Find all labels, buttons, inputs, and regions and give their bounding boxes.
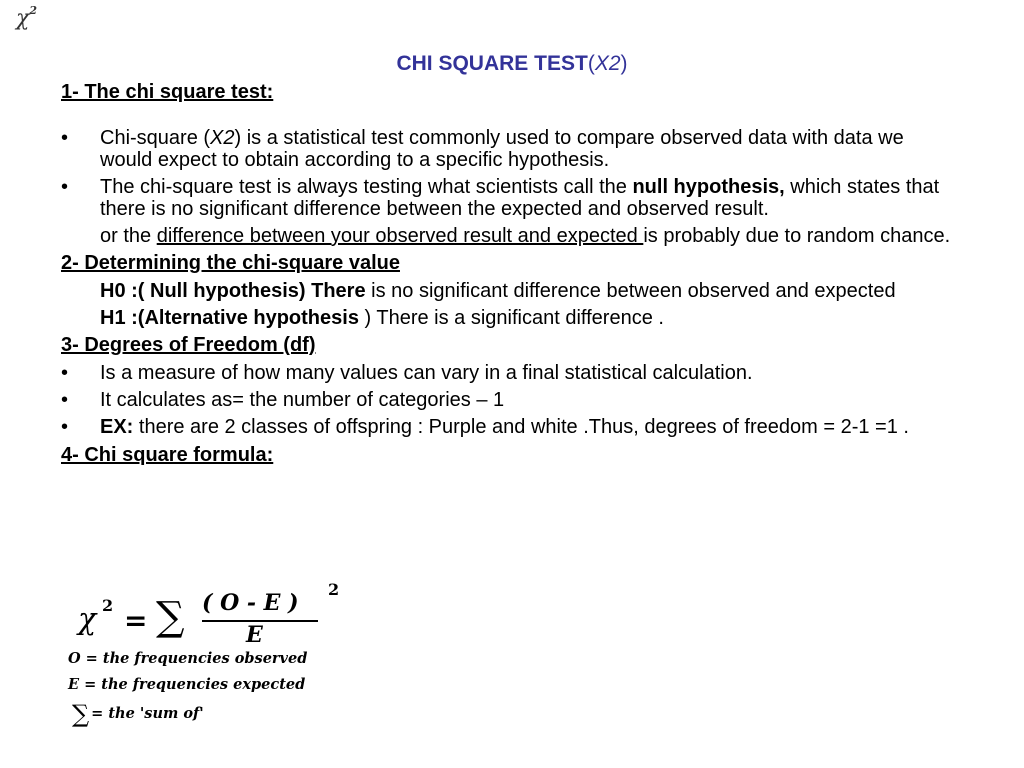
- section1-heading: 1- The chi square test:: [61, 81, 274, 103]
- legend-sum: ∑ = the 'sum of': [72, 700, 204, 728]
- equals-sign: =: [124, 604, 148, 637]
- section2-heading: 2- Determining the chi-square value: [61, 252, 400, 274]
- section2-h0: H0 :( Null hypothesis) There is no significant difference between observed and expected: [100, 280, 896, 302]
- chi-exponent: 2: [102, 596, 114, 615]
- slide-content: [61, 81, 961, 466]
- fraction-numerator: ( O - E ): [202, 590, 299, 616]
- section1-bullet2: • The chi-square test is always testing what scientists call the null hypothesis, which states that there is no significant difference between the expected and observed result.: [61, 176, 940, 220]
- chi-symbol: χ: [78, 602, 97, 637]
- section3-bullet1: • Is a measure of how many values can vary in a final statistical calculation.: [61, 362, 753, 384]
- corner-chi-symbol: $\chi^2$: [16, 3, 37, 31]
- section2-h1: H1 :(Alternative hypothesis ) There is a significant difference .: [100, 307, 664, 329]
- chi-square-formula: [64, 578, 384, 728]
- legend-observed: O = the frequencies observed: [68, 650, 308, 667]
- section1-continuation: or the difference between your observed result and expected is probably due to random chance.: [100, 225, 951, 247]
- section1-bullet1: • Chi-square (X2) is a statistical test commonly used to compare observed data with data we would expect to obtain according to a specific hypothesis.: [61, 127, 904, 171]
- section3-bullet3: • EX: there are 2 classes of offspring : Purple and white .Thus, degrees of freedom = 2-1 =1 .: [61, 416, 909, 438]
- legend-expected: E = the frequencies expected: [68, 676, 306, 693]
- numerator-exponent: 2: [328, 580, 340, 599]
- section3-heading: 3- Degrees of Freedom (df): [61, 334, 316, 356]
- page-title: CHI SQUARE TEST(X2): [396, 52, 628, 75]
- fraction-denominator: E: [246, 622, 263, 648]
- section4-heading: 4- Chi square formula:: [61, 444, 274, 466]
- sigma-symbol: ∑: [156, 594, 185, 640]
- section3-bullet2: • It calculates as= the number of categories – 1: [61, 389, 505, 411]
